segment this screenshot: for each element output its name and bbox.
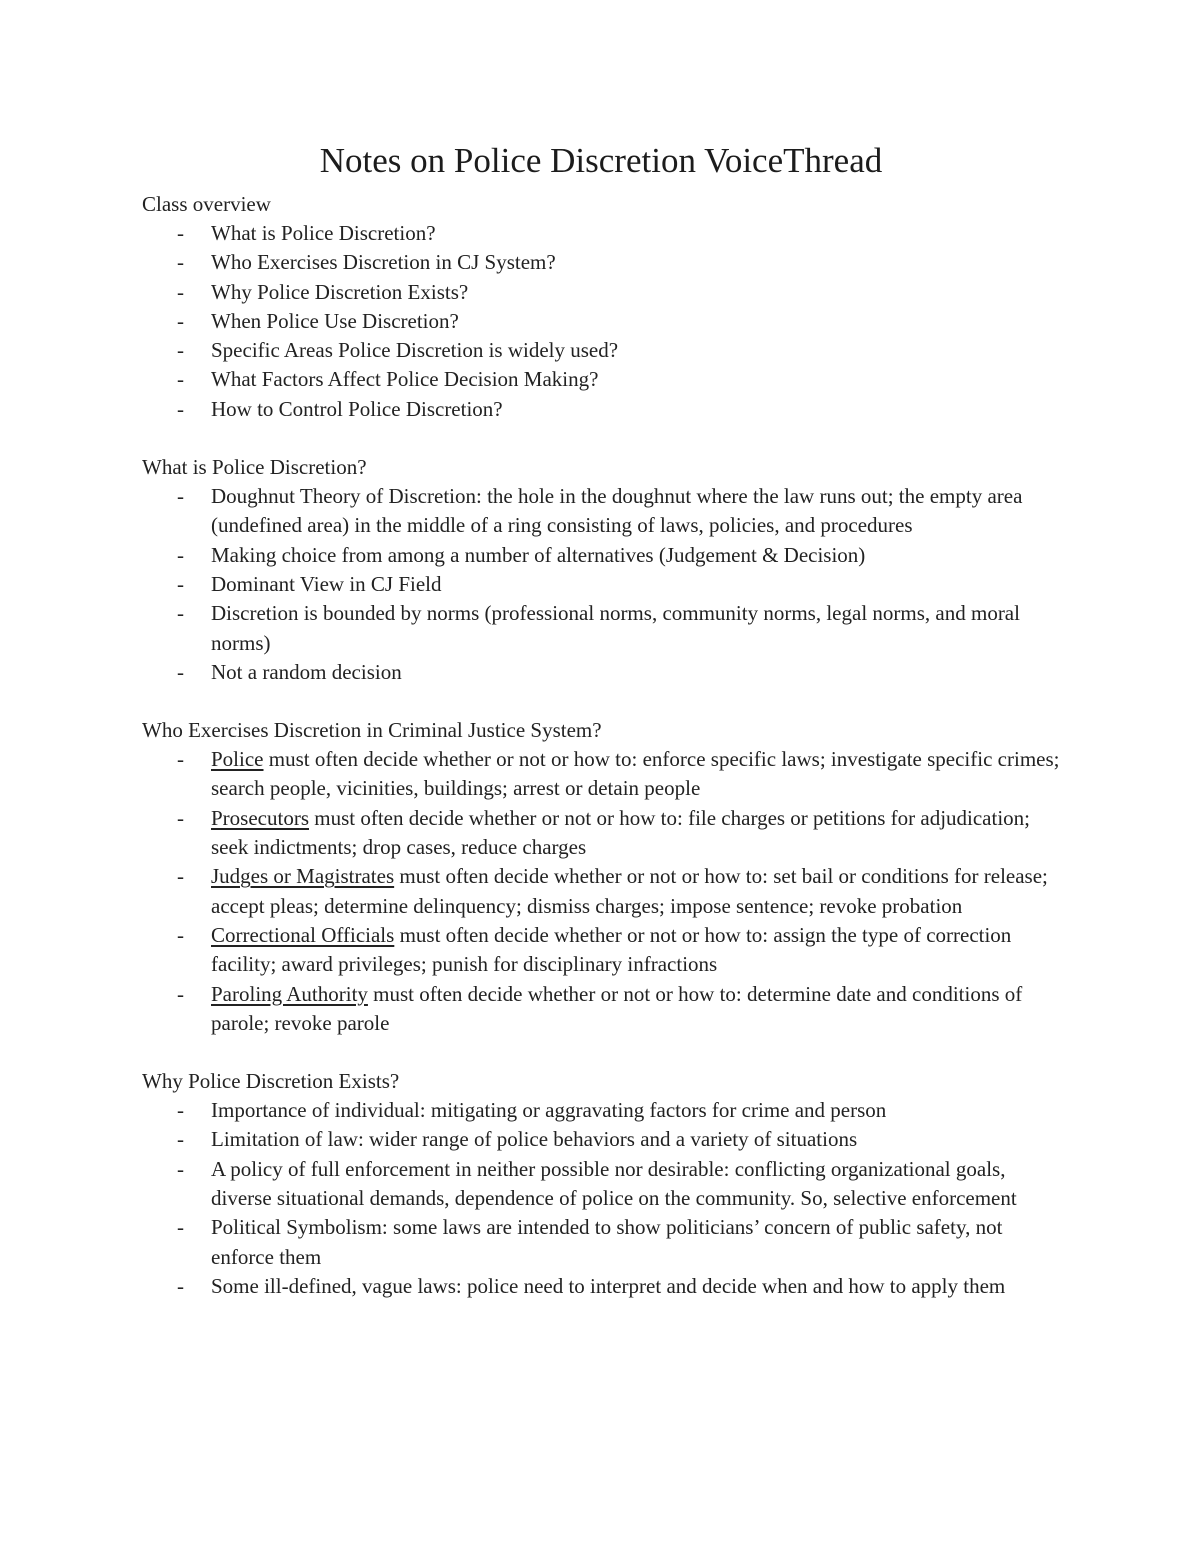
list-item [142,248,1060,277]
dash-bullet-icon: - [177,601,184,626]
section [142,453,1060,687]
section [142,190,1060,424]
underlined-role-label: Judges or Magistrates [211,864,395,889]
list-item [142,1125,1060,1154]
list-item [142,980,1060,1039]
list-item-text: must often decide whether or not or how to: enforce specific laws; investigate specific crimes; search people, vicinities, buildings; arrest or detain people [211,747,1060,801]
list-item-text: must often decide whether or not or how to: set bail or conditions for release; accept pleas; determine delinquency; dismiss charges; impose sentence; revoke probation [211,864,1048,918]
section-heading: Class overview [142,192,271,216]
list-item-text: Doughnut Theory of Discretion: the hole in the doughnut where the law runs out; the empty area (undefined area) in the middle of a ring consisting of laws, policies, and procedures [211,484,1023,538]
dash-bullet-icon: - [177,279,184,304]
section-heading: What is Police Discretion? [142,455,367,480]
list-item-text: must often decide whether or not or how to: file charges or petitions for adjudication; seek indictments; drop cases, reduce charges [211,805,1031,860]
list-item [142,395,1060,424]
list-item-text: must often decide whether or not or how to: determine date and conditions of parole; revoke parole [211,981,1023,1035]
list-item [142,219,1060,248]
dash-bullet-icon: - [177,308,184,333]
list-item [142,862,1060,921]
dash-bullet-icon: - [177,396,184,421]
dash-bullet-icon: - [177,805,184,830]
dash-bullet-icon: - [177,659,184,684]
dash-bullet-icon: - [177,922,184,947]
list-item-text: Not a random decision [211,659,402,684]
document-title: Notes on Police Discretion VoiceThread [319,141,883,180]
underlined-role-label: Police [211,747,264,772]
list-item-text: Some ill-defined, vague laws: police need to interpret and decide when and how to apply them [211,1273,1006,1298]
list-item-text: A policy of full enforcement in neither possible nor desirable: conflicting organizational goals, diverse situational demands, dependence of police on the community. So, selective enforcement [211,1156,1017,1211]
bullet-list [142,482,1060,687]
dash-bullet-icon: - [177,571,184,596]
dash-bullet-icon: - [177,747,184,772]
dash-bullet-icon: - [177,338,184,363]
list-item-text: When Police Use Discretion? [211,308,459,333]
list-item [142,1272,1060,1301]
dash-bullet-icon: - [177,1127,184,1152]
list-item [142,1155,1060,1214]
list-item [142,570,1060,599]
list-item [142,745,1060,804]
list-item [142,1213,1060,1272]
dash-bullet-icon: - [177,221,184,245]
bullet-list [142,219,1060,424]
list-item-text: Making choice from among a number of alternatives (Judgement & Decision) [211,542,866,567]
list-item-text: Dominant View in CJ Field [211,571,442,596]
underlined-role-label: Paroling Authority [211,981,368,1006]
list-item [142,541,1060,570]
section-heading: Why Police Discretion Exists? [142,1069,400,1094]
list-item [142,921,1060,980]
dash-bullet-icon: - [177,250,184,275]
underlined-role-label: Correctional Officials [211,922,395,947]
section [142,716,1060,1038]
dash-bullet-icon: - [177,864,184,889]
list-item [142,365,1060,394]
dash-bullet-icon: - [177,367,184,392]
list-item [142,658,1060,687]
list-item [142,482,1060,541]
list-item-text: Political Symbolism: some laws are intended to show politicians’ concern of public safety, not enforce them [211,1215,1003,1269]
list-item [142,336,1060,365]
section [142,1067,1060,1301]
list-item [142,804,1060,863]
dash-bullet-icon: - [177,542,184,567]
list-item-text: Importance of individual: mitigating or aggravating factors for crime and person [211,1098,887,1123]
list-item-text: must often decide whether or not or how to: assign the type of correction facility; award privileges; punish for disciplinary infractions [211,922,1012,977]
list-item [142,307,1060,336]
list-item-text: Discretion is bounded by norms (professional norms, community norms, legal norms, and moral norms) [211,601,1020,655]
dash-bullet-icon: - [177,1215,184,1240]
list-item-text: Limitation of law: wider range of police behaviors and a variety of situations [211,1127,858,1152]
underlined-role-label: Prosecutors [211,805,309,830]
dash-bullet-icon: - [177,1273,184,1298]
bullet-list [142,1096,1060,1301]
list-item-text: Who Exercises Discretion in CJ System? [211,250,556,275]
list-item [142,1096,1060,1125]
list-item-text: Specific Areas Police Discretion is widely used? [211,338,619,363]
dash-bullet-icon: - [177,1156,184,1181]
list-item [142,278,1060,307]
document-body [142,190,1060,1301]
section-heading: Who Exercises Discretion in Criminal Justice System? [142,718,602,743]
list-item-text: Why Police Discretion Exists? [211,279,469,304]
dash-bullet-icon: - [177,484,184,509]
list-item [142,599,1060,658]
bullet-list [142,745,1060,1038]
list-item-text: What Factors Affect Police Decision Making? [211,367,599,392]
list-item-text: What is Police Discretion? [211,221,436,245]
list-item-text: How to Control Police Discretion? [211,396,503,421]
dash-bullet-icon: - [177,1098,184,1123]
dash-bullet-icon: - [177,981,184,1006]
